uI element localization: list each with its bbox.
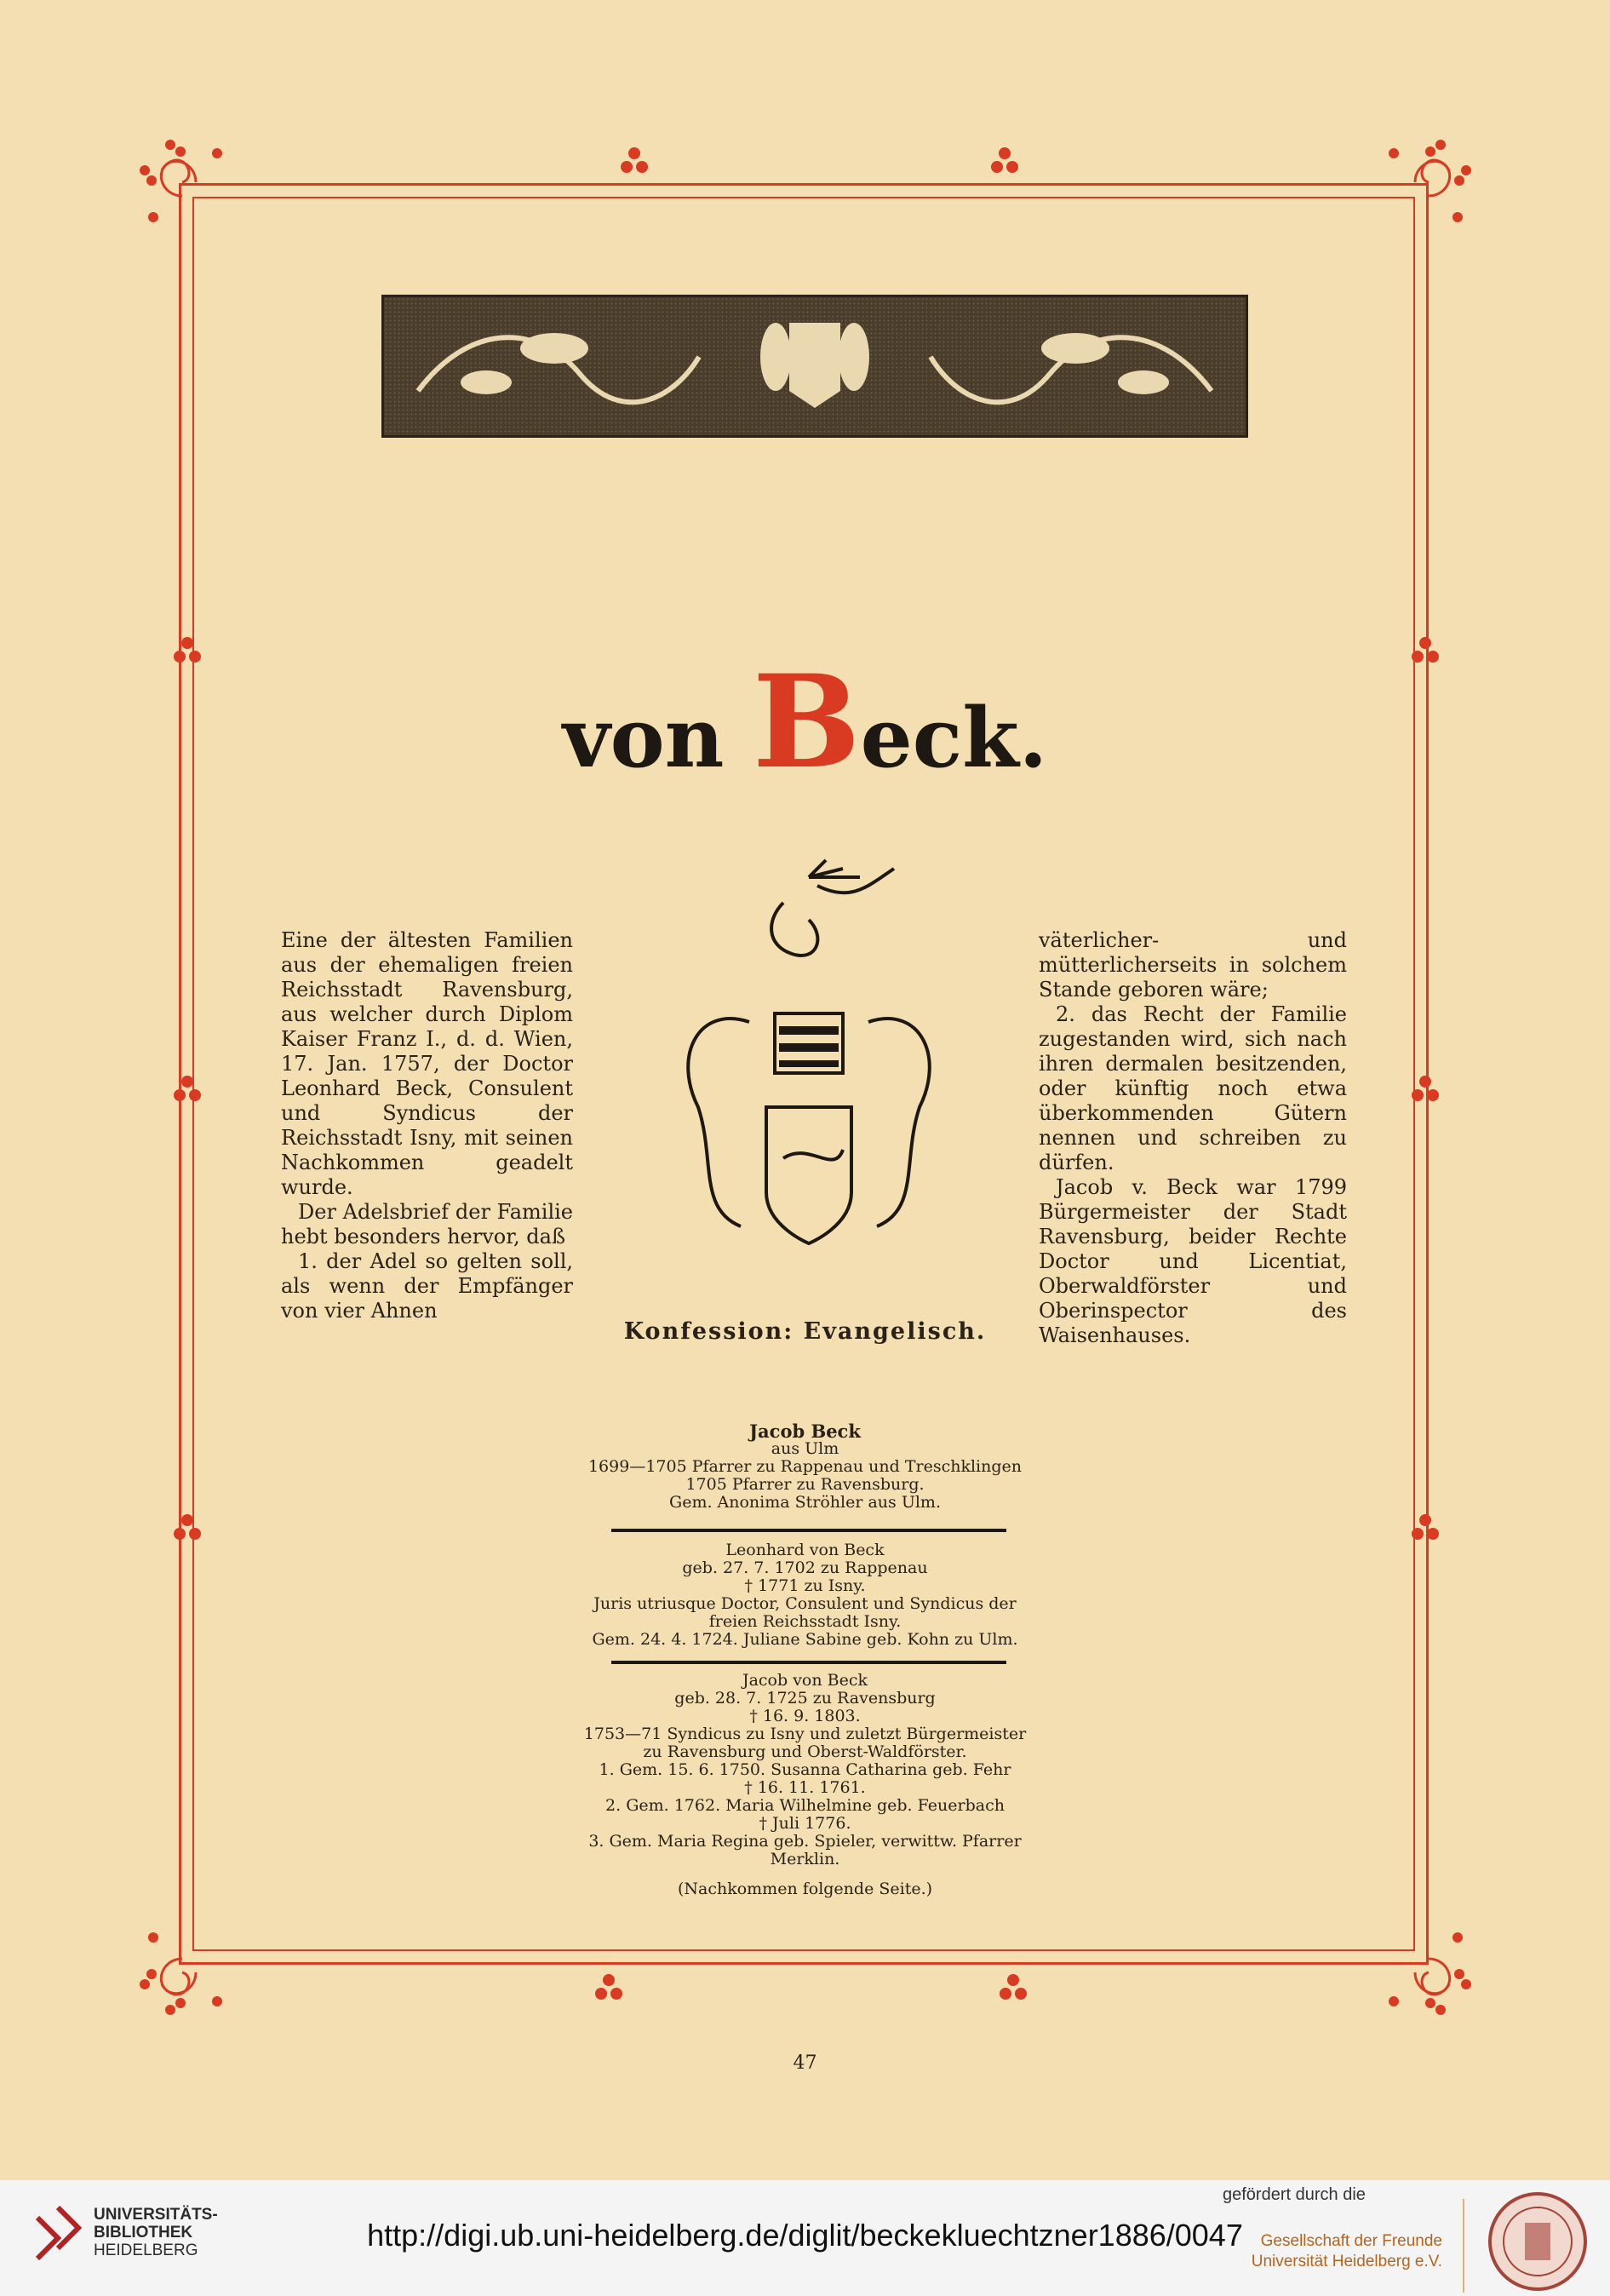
genealogy-line: Gem. 24. 4. 1724. Juliane Sabine geb. Kohn zu Ulm. — [592, 1630, 1018, 1649]
genealogy-line: freien Reichsstadt Isny. — [708, 1612, 902, 1631]
genealogy-line: † 16. 9. 1803. — [749, 1707, 861, 1725]
corner-flourish-icon — [128, 128, 238, 238]
foliage-ornament-icon — [384, 297, 1246, 435]
person-name: Leonhard von Beck — [725, 1541, 885, 1559]
corner-flourish-icon — [1372, 128, 1483, 238]
genealogy-line: zu Ravensburg und Oberst-Waldförster. — [643, 1742, 967, 1761]
genealogy-entry-2 — [0, 1541, 1610, 1649]
person-name: Jacob Beck — [749, 1421, 861, 1442]
trefoil-ornament-icon — [988, 145, 1022, 179]
genealogy-line: geb. 28. 7. 1725 zu Ravensburg — [674, 1689, 936, 1708]
genealogy-line: † 16. 11. 1761. — [744, 1778, 866, 1797]
coat-of-arms-icon — [647, 852, 971, 1277]
confession-heading: Konfession: Evangelisch. — [623, 1318, 987, 1345]
trefoil-ornament-icon — [1408, 1073, 1442, 1107]
illuminated-initial: B — [752, 647, 861, 797]
paragraph: Der Adelsbrief der Familie hebt besonders hervor, daß — [281, 1200, 573, 1248]
trefoil-ornament-icon — [592, 1972, 626, 2006]
genealogy-line: † Juli 1776. — [759, 1814, 851, 1833]
society-name: Gesellschaft der Freunde Universität Heidelberg e.V. — [1251, 2232, 1442, 2270]
corner-flourish-icon — [128, 1916, 238, 2027]
paragraph: väterlicher- und mütterlicherseits in solchem Stande geboren wäre; — [1039, 928, 1347, 1002]
genealogy-entry-3 — [0, 1672, 1610, 1898]
genealogy-line: 1699—1705 Pfarrer zu Rappenau und Treschklingen — [587, 1457, 1023, 1476]
footer-divider — [1463, 2199, 1464, 2293]
paragraph: Eine der ältesten Familien aus der ehemaligen freien Reichsstadt Ravensburg, aus welcher durch Diplom Kaiser Franz I., d. d. Wien, 17. Jan. 1757, der Doctor Leonhard Beck, Consulent und Syndicus der Reichsstadt Isny, mit seinen Nachkommen geadelt wurde. — [281, 928, 573, 1199]
genealogy-line: aus Ulm — [771, 1439, 839, 1458]
genealogy-line: 2. Gem. 1762. Maria Wilhelmine geb. Feuerbach — [605, 1796, 1005, 1815]
genealogy-line: Merklin. — [770, 1850, 840, 1868]
trefoil-ornament-icon — [1408, 1512, 1442, 1546]
genealogy-divider — [611, 1661, 1006, 1664]
paragraph: 2. das Recht der Familie zugestanden wird, sich nach ihren dermalen besitzenden, oder künftig noch etwa überkommenden Gütern nennen und schreiben zu dürfen. — [1039, 1002, 1347, 1174]
genealogy-divider — [611, 1529, 1006, 1532]
genealogy-line: Gem. Anonima Ströhler aus Ulm. — [669, 1493, 941, 1512]
page-number: 47 — [793, 2052, 817, 2074]
genealogy-line: 1. Gem. 15. 6. 1750. Susanna Catharina geb. Fehr — [599, 1760, 1011, 1779]
left-text-column — [281, 928, 573, 1323]
trefoil-ornament-icon — [170, 1073, 204, 1107]
genealogy-line: 1753—71 Syndicus zu Isny und zuletzt Bürgermeister — [583, 1725, 1027, 1743]
person-name: Jacob von Beck — [742, 1671, 868, 1690]
page-title: von Beck. — [562, 647, 1048, 797]
genealogy-entry-1 — [0, 1422, 1610, 1512]
trefoil-ornament-icon — [996, 1972, 1030, 2006]
genealogy-line: Juris utriusque Doctor, Consulent und Syndicus der — [593, 1594, 1017, 1613]
paragraph: Jacob v. Beck war 1799 Bürgermeister der Stadt Ravensburg, beider Rechte Doctor und Licentiat, Oberwaldförster und Oberinspector des Waisenhauses. — [1039, 1175, 1347, 1347]
genealogy-line: 1705 Pfarrer zu Ravensburg. — [685, 1475, 925, 1494]
trefoil-ornament-icon — [617, 145, 651, 179]
genealogy-line: 3. Gem. Maria Regina geb. Spieler, verwittw. Pfarrer — [588, 1832, 1022, 1851]
corner-flourish-icon — [1372, 1916, 1483, 2027]
paragraph: 1. der Adel so gelten soll, als wenn der Empfänger von vier Ahnen — [281, 1249, 573, 1323]
university-seal-icon — [1487, 2190, 1589, 2293]
document-url-link[interactable]: http://digi.ub.uni-heidelberg.de/diglit/beckekluechtzner1886/0047 — [367, 2218, 1243, 2253]
genealogy-line: geb. 27. 7. 1702 zu Rappenau — [682, 1558, 928, 1577]
trefoil-ornament-icon — [170, 1512, 204, 1546]
continuation-note: (Nachkommen folgende Seite.) — [677, 1880, 933, 1898]
ornamental-header-banner — [381, 295, 1248, 438]
library-name: UNIVERSITÄTS- BIBLIOTHEK HEIDELBERG — [94, 2206, 218, 2259]
funded-by-label: gefördert durch die — [1223, 2185, 1366, 2204]
right-text-column — [1039, 928, 1347, 1348]
genealogy-line: † 1771 zu Isny. — [744, 1576, 866, 1595]
